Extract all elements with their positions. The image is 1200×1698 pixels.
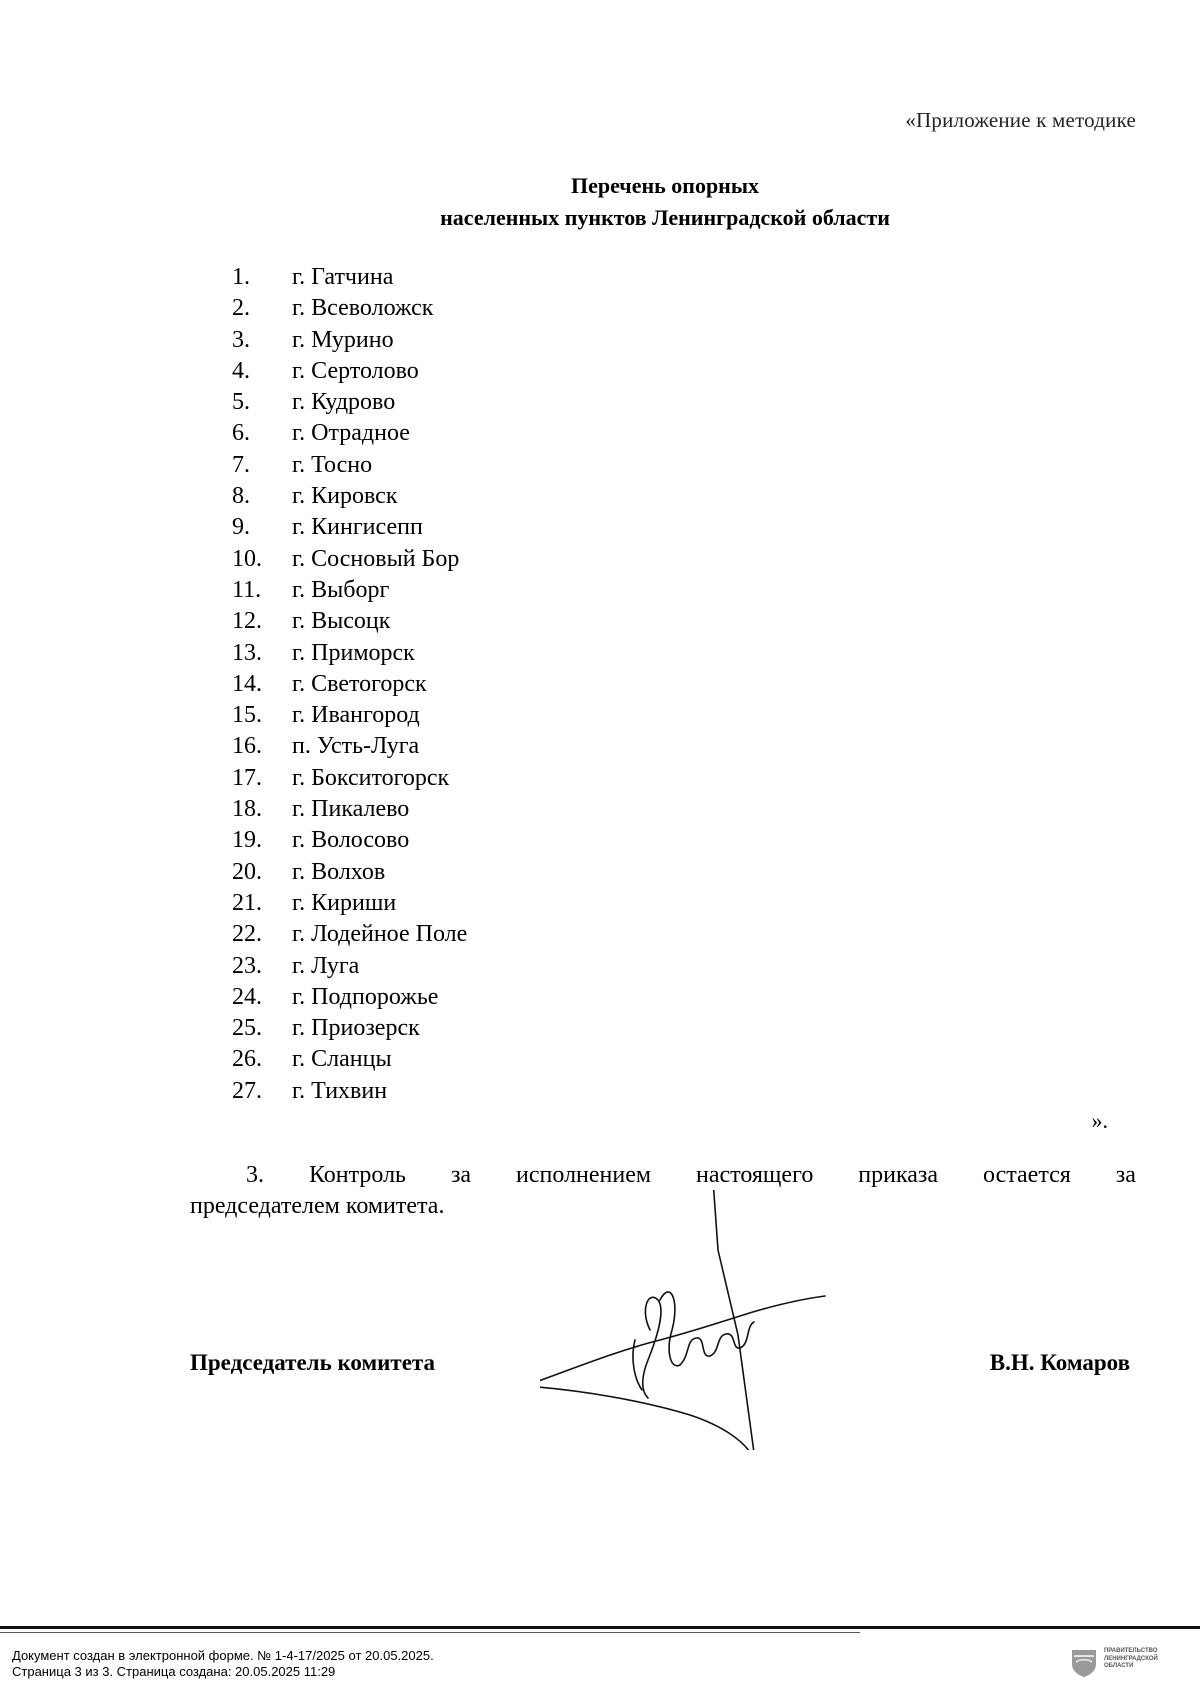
list-item-number: 15. bbox=[232, 702, 262, 729]
list-item-number: 16. bbox=[232, 733, 262, 760]
list-item-number: 21. bbox=[232, 889, 262, 916]
handwritten-signature bbox=[540, 1190, 840, 1450]
paragraph-word: за bbox=[1115, 1162, 1136, 1188]
list-item bbox=[232, 731, 467, 762]
paragraph-word: исполнением bbox=[516, 1162, 652, 1188]
list-item bbox=[232, 481, 467, 512]
list-item-name: г. Светогорск bbox=[292, 670, 427, 697]
list-item-number: 22. bbox=[232, 921, 262, 948]
list-item-number: 25. bbox=[232, 1015, 262, 1042]
list-item-name: г. Подпорожье bbox=[292, 983, 439, 1010]
list-item-name: г. Кировск bbox=[292, 483, 398, 510]
list-item-number: 26. bbox=[232, 1046, 262, 1073]
list-item-number: 2. bbox=[232, 295, 250, 322]
list-item-name: г. Высоцк bbox=[292, 608, 391, 635]
list-item bbox=[232, 1044, 467, 1075]
list-item-name: г. Тосно bbox=[292, 451, 373, 478]
title-line-2: населенных пунктов Ленинградской области bbox=[440, 205, 890, 230]
list-item-name: г. Сертолово bbox=[292, 357, 419, 384]
org-line-2: ЛЕНИНГРАДСКОЙ bbox=[1104, 1655, 1158, 1662]
list-item bbox=[232, 356, 467, 387]
list-item bbox=[232, 450, 467, 481]
list-item-number: 5. bbox=[232, 389, 250, 416]
footer-stamp bbox=[12, 1648, 434, 1680]
closing-quote: ». bbox=[1091, 1108, 1108, 1133]
list-item-name: г. Кириши bbox=[292, 889, 397, 916]
org-line-1: ПРАВИТЕЛЬСТВО bbox=[1104, 1648, 1158, 1654]
footer-line-2: Страница 3 из 3. Страница создана: 20.05.2025 11:29 bbox=[12, 1664, 336, 1679]
list-item bbox=[232, 857, 467, 888]
list-item-number: 24. bbox=[232, 983, 262, 1010]
list-item bbox=[232, 888, 467, 919]
list-item bbox=[232, 387, 467, 418]
coat-of-arms-icon bbox=[1070, 1648, 1098, 1678]
list-item-name: г. Кингисепп bbox=[292, 514, 423, 541]
document-title bbox=[0, 170, 1200, 234]
list-item bbox=[232, 700, 467, 731]
list-item-number: 17. bbox=[232, 764, 262, 791]
list-item-number: 20. bbox=[232, 858, 262, 885]
list-item bbox=[232, 512, 467, 543]
list-item bbox=[232, 669, 467, 700]
paragraph-word: остается bbox=[983, 1162, 1071, 1188]
list-item bbox=[232, 293, 467, 324]
list-item bbox=[232, 951, 467, 982]
list-item bbox=[232, 1013, 467, 1044]
list-item bbox=[232, 919, 467, 950]
list-item-name: г. Луга bbox=[292, 952, 360, 979]
list-item bbox=[232, 763, 467, 794]
list-item-number: 12. bbox=[232, 608, 262, 635]
list-item-name: г. Пикалево bbox=[292, 796, 410, 823]
signatory-role: Председатель комитета bbox=[190, 1350, 435, 1375]
title-line-1: Перечень опорных bbox=[570, 173, 760, 198]
list-item bbox=[232, 825, 467, 856]
list-item-name: г. Волосово bbox=[292, 827, 410, 854]
list-item-number: 7. bbox=[232, 451, 250, 478]
list-item-name: г. Отрадное bbox=[292, 420, 410, 447]
paragraph-word: за bbox=[450, 1162, 472, 1188]
list-item-number: 27. bbox=[232, 1077, 262, 1104]
list-item-name: г. Ивангород bbox=[292, 702, 420, 729]
list-item-number: 9. bbox=[232, 514, 250, 541]
list-item bbox=[232, 575, 467, 606]
list-item-number: 4. bbox=[232, 357, 250, 384]
org-line-3: ОБЛАСТИ bbox=[1104, 1663, 1134, 1669]
list-item-number: 23. bbox=[232, 952, 262, 979]
list-item bbox=[232, 1076, 467, 1107]
footer-line-1: Документ создан в электронной форме. № 1-4-17/2025 от 20.05.2025. bbox=[12, 1648, 434, 1663]
list-item-number: 6. bbox=[232, 420, 250, 447]
list-item bbox=[232, 418, 467, 449]
paragraph-line-2: председателем комитета. bbox=[190, 1193, 445, 1219]
government-org-name bbox=[1104, 1648, 1184, 1671]
paragraph-word: приказа bbox=[858, 1162, 939, 1188]
list-item bbox=[232, 544, 467, 575]
list-item-name: г. Мурино bbox=[292, 326, 394, 353]
list-item-number: 18. bbox=[232, 796, 262, 823]
government-logo bbox=[1070, 1648, 1184, 1678]
list-item bbox=[232, 325, 467, 356]
paragraph-word: Контроль bbox=[308, 1162, 406, 1188]
footer-divider bbox=[0, 1626, 1200, 1629]
list-item-number: 8. bbox=[232, 483, 250, 510]
list-item-name: г. Кудрово bbox=[292, 389, 396, 416]
paragraph-word: 3. bbox=[246, 1162, 264, 1188]
list-item-number: 19. bbox=[232, 827, 262, 854]
list-item-name: г. Гатчина bbox=[292, 264, 394, 290]
list-item-name: г. Тихвин bbox=[292, 1077, 388, 1104]
list-item-name: г. Всеволожск bbox=[292, 295, 434, 322]
list-item-name: г. Сосновый Бор bbox=[292, 545, 460, 572]
list-item-name: г. Выборг bbox=[292, 576, 390, 603]
list-item bbox=[232, 638, 467, 669]
list-item-number: 14. bbox=[232, 670, 262, 697]
list-item bbox=[232, 982, 467, 1013]
list-item-name: п. Усть-Луга bbox=[292, 733, 420, 760]
list-item-name: г. Приморск bbox=[292, 639, 415, 666]
list-item-name: г. Бокситогорск bbox=[292, 764, 450, 791]
paragraph-word: настоящего bbox=[696, 1162, 814, 1188]
appendix-reference: «Приложение к методике bbox=[905, 108, 1136, 132]
settlement-list bbox=[232, 262, 467, 1107]
list-item-number: 3. bbox=[232, 326, 250, 353]
list-item-number: 11. bbox=[232, 576, 262, 603]
footer-divider-thin bbox=[0, 1632, 860, 1633]
list-item bbox=[232, 262, 467, 293]
list-item-number: 13. bbox=[232, 639, 262, 666]
list-item-name: г. Волхов bbox=[292, 858, 386, 885]
list-item bbox=[232, 606, 467, 637]
paragraph-line-1 bbox=[190, 1160, 1136, 1191]
list-item-name: г. Сланцы bbox=[292, 1046, 392, 1073]
list-item bbox=[232, 794, 467, 825]
list-item-name: г. Лодейное Поле bbox=[292, 921, 468, 948]
list-item-number: 1. bbox=[232, 264, 250, 290]
signatory-name: В.Н. Комаров bbox=[989, 1350, 1130, 1375]
list-item-number: 10. bbox=[232, 545, 262, 572]
list-item-name: г. Приозерск bbox=[292, 1015, 420, 1042]
